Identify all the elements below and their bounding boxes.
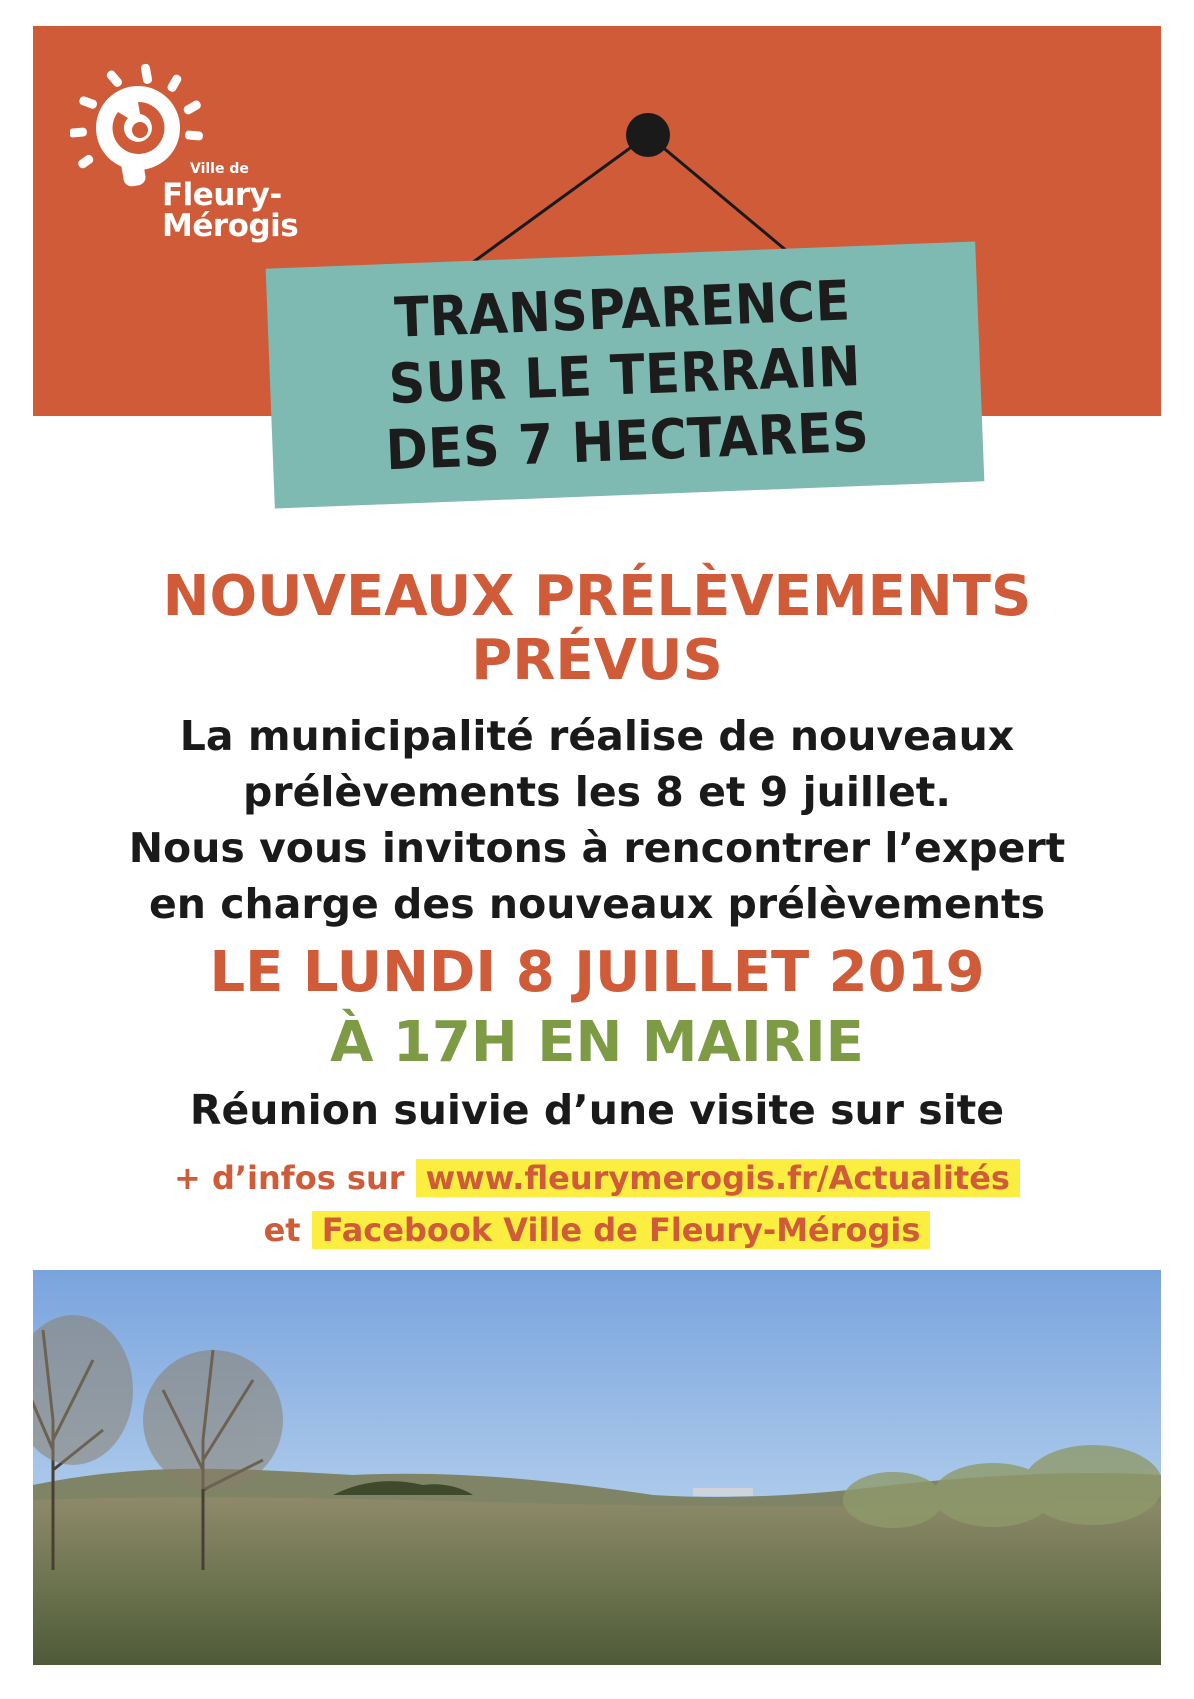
- facebook-link[interactable]: Facebook Ville de Fleury-Mérogis: [312, 1211, 931, 1249]
- headline-line1: NOUVEAUX PRÉLÈVEMENTS: [162, 564, 1032, 629]
- info-prefix: + d’infos sur: [174, 1159, 405, 1197]
- sign-line-3: DES 7 HECTARES: [384, 399, 871, 483]
- logo-line1: Fleury-: [162, 177, 282, 213]
- sign-line-1: TRANSPARENCE: [393, 268, 852, 350]
- headline-line2: PRÉVUS: [471, 628, 723, 693]
- info-line1: [33, 1153, 1161, 1203]
- field-landscape-photo: [33, 1270, 1161, 1665]
- event-note: Réunion suivie d’une visite sur site: [189, 1086, 1005, 1134]
- info-line2: [33, 1205, 1161, 1255]
- sign-line-2: SUR LE TERRAIN: [387, 333, 863, 417]
- body-line2: prélèvements les 8 et 9 juillet.: [243, 768, 951, 816]
- info-and: et: [263, 1211, 301, 1249]
- event-time-place: À 17H EN MAIRIE: [330, 1010, 864, 1075]
- hanging-sign: [266, 241, 985, 508]
- body-line3: Nous vous invitons à rencontrer l’expert: [128, 824, 1066, 872]
- body-line1: La municipalité réalise de nouveaux: [179, 712, 1015, 760]
- logo-line2: Mérogis: [162, 208, 299, 244]
- logo-small-text: Ville de: [190, 161, 249, 177]
- website-link[interactable]: www.fleurymerogis.fr/Actualités: [416, 1159, 1020, 1197]
- body-line4: en charge des nouveaux prélèvements: [148, 880, 1046, 928]
- event-date: LE LUNDI 8 JUILLET 2019: [209, 940, 985, 1005]
